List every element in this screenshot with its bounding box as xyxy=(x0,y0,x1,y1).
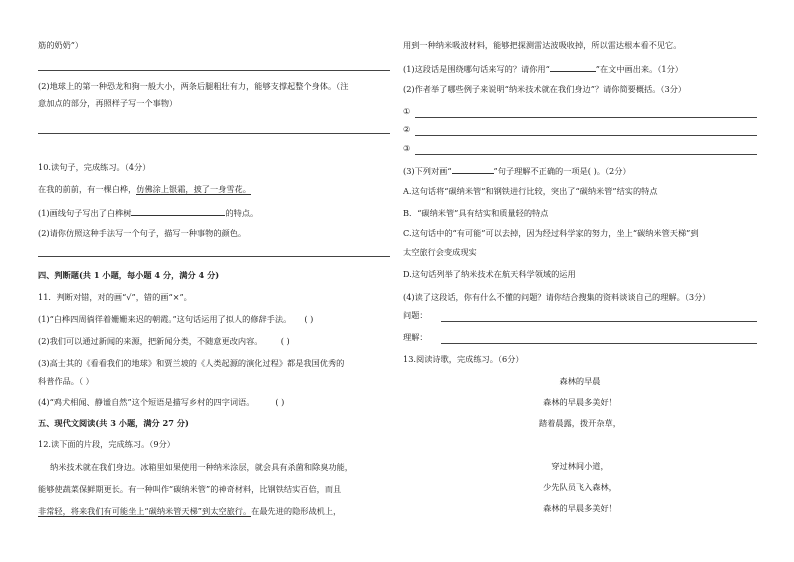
option-b[interactable]: B．“碳纳米管”具有结实和质量轻的特点 xyxy=(403,208,549,218)
r-q4: (4)读了这段话，你有什么不懂的问题？请你结合搜集的资料谈谈自己的理解。（3分） xyxy=(403,292,711,302)
option-a[interactable]: A.这句话将“碳纳米管”和钢铁进行比较，突出了“碳纳米管”结实的特点 xyxy=(403,186,658,196)
r-q3: (3)下列对画“ ”句子理解不正确的一项是( )。（2分） xyxy=(403,166,631,176)
poem-title: 森林的早晨 xyxy=(559,376,601,386)
understanding-label: 理解： xyxy=(403,332,428,342)
q10-2: (2)请你仿照这种手法写一个句子，描写一种事物的颜色。 xyxy=(38,228,247,238)
q12-passage-1: 纳米技术就在我们身边。冰箱里如果使用一种纳米涂层，就会具有杀菌和除臭功能， xyxy=(50,462,353,472)
q12-passage-3: 非常轻，将来我们有可能坐上“碳纳米管天梯”到太空旅行。在最先进的隐形战机上， xyxy=(38,506,342,516)
q10-title: 10.读句子，完成练习。（4分） xyxy=(38,162,151,172)
poem-line: 少先队员飞入森林， xyxy=(543,482,617,492)
poem-line: 森林的早晨多美好！ xyxy=(543,397,617,407)
fill-blank[interactable] xyxy=(550,62,596,72)
poem-line: 踏着晨露，拨开杂草， xyxy=(539,418,621,428)
underlined-sentence: 仿佛涂上银霜，披了一身雪花。 xyxy=(136,184,251,194)
poem-line: 穿过林间小道， xyxy=(551,461,609,471)
fill-blank[interactable] xyxy=(452,164,494,174)
q13-title: 13.阅读诗歌，完成练习。（6分） xyxy=(403,354,524,364)
q11-4: (4)“鸡犬相闻、静谧自然”这个短语是描写乡村的四字词语。 ( ) xyxy=(38,397,285,407)
continued-text: 筋的奶奶”） xyxy=(38,40,84,50)
q11-1: (1)“白桦四周徜徉着姗姗来迟的朝霞。”这句话运用了拟人的修辞手法。 ( ) xyxy=(38,314,314,324)
r-q1: (1)这段话是围绕哪句话来写的？请你用“ ”在文中画出来。（1分） xyxy=(403,64,683,74)
answer-paren[interactable]: ( ) xyxy=(275,397,285,407)
q12-title: 12.读下面的片段，完成练习。（9分） xyxy=(38,439,175,449)
circle-3: ③ xyxy=(403,143,411,153)
q11-3a: (3)高士其的《看看我们的地球》和贾兰坡的《人类起源的演化过程》都是我国优秀的 xyxy=(38,358,345,368)
answer-line[interactable] xyxy=(415,154,757,155)
answer-line[interactable] xyxy=(38,133,390,134)
q11-3b: 科普作品。（ ） xyxy=(38,376,94,386)
answer-line[interactable] xyxy=(415,135,757,136)
circle-2: ② xyxy=(403,124,411,134)
circle-1: ① xyxy=(403,106,411,116)
q12-passage-2: 能够使蔬菜保鲜期更长。有一种叫作“碳纳米管”的神奇材料，比钢铁结实百倍，而且 xyxy=(38,484,342,494)
answer-line[interactable] xyxy=(441,321,757,322)
q2-text-2: 意加点的部分，再照样子写一个事物） xyxy=(38,98,178,108)
fill-blank[interactable] xyxy=(131,206,225,216)
q11-2: (2)我们可以通过新闻的来源，把新闻分类，不随意更改内容。 ( ) xyxy=(38,336,290,346)
q11-title: 11．判断对错，对的画“√”，错的画“×”。 xyxy=(38,292,192,302)
passage-continued: 用到一种纳米吸波材料，能够把探测雷达波吸收掉，所以雷达根本看不见它。 xyxy=(403,40,682,50)
option-c-1[interactable]: C.这句话中的“有可能”可以去掉，因为经过科学家的努力，坐上“碳纳米管天梯”到 xyxy=(403,228,699,238)
answer-paren[interactable]: ( ) xyxy=(304,314,314,324)
answer-line[interactable] xyxy=(441,343,757,344)
answer-line[interactable] xyxy=(38,70,390,71)
poem-line: 森林的早晨多美好！ xyxy=(543,503,617,513)
q2-text-1: (2)地球上的第一种恐龙和狗一般大小，两条后腿粗壮有力，能够支撑起整个身体。（注 xyxy=(38,81,349,91)
answer-paren[interactable]: ( ) xyxy=(280,336,290,346)
section-5-title: 五、现代文阅读(共 3 小题，满分 27 分) xyxy=(38,418,189,428)
question-label: 问题： xyxy=(403,310,428,320)
section-4-title: 四、判断题(共 1 小题，每小题 4 分，满分 4 分) xyxy=(38,270,220,280)
q10-sentence: 在我的前前，有一棵白桦，仿佛涂上银霜，披了一身雪花。 xyxy=(38,184,251,194)
option-c-2: 太空旅行会变成现实 xyxy=(403,247,477,257)
underlined-sentence: 非常轻，将来我们有可能坐上“碳纳米管天梯”到太空旅行。 xyxy=(38,506,252,516)
q10-1: (1)画线句子写出了白桦树 的特点。 xyxy=(38,208,259,218)
answer-line[interactable] xyxy=(415,117,757,118)
r-q2: (2)作者举了哪些例子来说明“纳米技术就在我们身边”？请你简要概括。（3分） xyxy=(403,84,687,94)
option-d[interactable]: D.这句话列举了纳米技术在航天科学领域的运用 xyxy=(403,269,576,279)
answer-line[interactable] xyxy=(38,256,390,257)
